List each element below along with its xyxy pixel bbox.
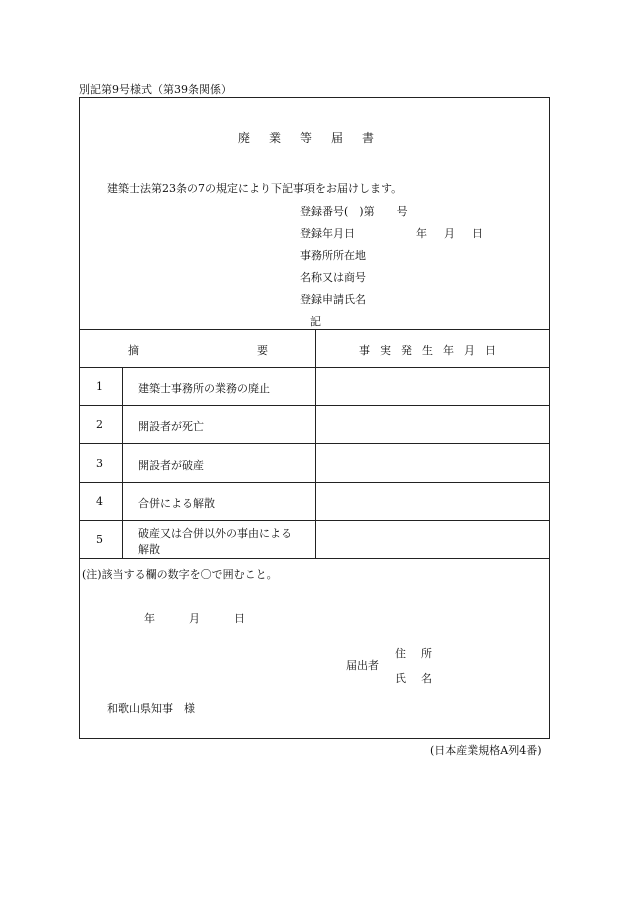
row-5-num[interactable]: 5 [96, 533, 103, 546]
form-title: 廃業等届書 [238, 131, 394, 145]
intro-text: 建築士法第23条の7の規定により下記事項をお届けします。 [107, 182, 403, 195]
header-date: 事実発生年月日 [359, 344, 506, 357]
ki-label: 記 [310, 315, 321, 328]
addressee: 和歌山県知事 様 [107, 702, 195, 715]
row-4-text: 合併による解散 [138, 497, 215, 510]
submission-date[interactable]: 年 月 日 [144, 612, 249, 625]
office-address-field[interactable]: 事務所所在地 [300, 249, 366, 262]
registration-number-field[interactable]: 登録番号( )第 号 [300, 205, 408, 218]
table-bottom-line [79, 558, 550, 559]
row-1-text: 建築士事務所の業務の廃止 [138, 382, 270, 395]
notifier-label: 届出者 [346, 659, 379, 672]
notifier-name-label: 氏名 [395, 672, 447, 685]
row-3-num[interactable]: 3 [96, 457, 103, 470]
applicant-name-field[interactable]: 登録申請氏名 [300, 293, 366, 306]
form-label: 別記第9号様式（第39条関係） [79, 83, 232, 96]
row-4-num[interactable]: 4 [96, 495, 103, 508]
row-5-date-cell[interactable] [316, 521, 549, 558]
row-2-text: 開設者が死亡 [138, 420, 204, 433]
name-or-trade-field[interactable]: 名称又は商号 [300, 271, 366, 284]
row-5-text: 破産又は合併以外の事由による [138, 527, 292, 540]
row-4-date-cell[interactable] [316, 483, 549, 520]
note-text: (注)該当する欄の数字を〇で囲むこと。 [82, 568, 278, 581]
registration-date-field[interactable]: 年 月 日 [416, 227, 486, 240]
row-2-date-cell[interactable] [316, 406, 549, 443]
row-1-num[interactable]: 1 [96, 380, 103, 393]
registration-date-label: 登録年月日 [300, 227, 355, 240]
row-1-date-cell[interactable] [316, 368, 549, 405]
row-3-date-cell[interactable] [316, 444, 549, 482]
paper-standard: (日本産業規格A列4番) [430, 744, 542, 757]
row-3-text: 開設者が破産 [138, 459, 204, 472]
notifier-address-label: 住所 [395, 647, 447, 660]
row-5-text-2: 解散 [138, 543, 160, 556]
row-2-num[interactable]: 2 [96, 418, 103, 431]
header-summary: 摘要 [128, 344, 386, 357]
table-num-divider [122, 367, 123, 558]
